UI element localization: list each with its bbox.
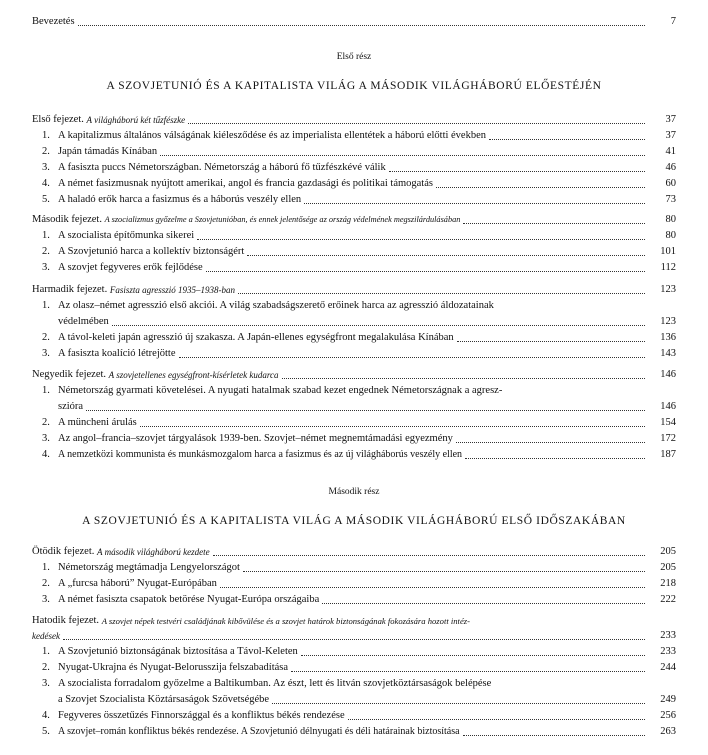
page-number: 233: [660, 630, 676, 641]
toc-entry: [42, 561, 676, 575]
entry-number: 3.: [42, 678, 50, 689]
chapter-title: Fasiszta agresszió 1935–1938-ban: [109, 285, 236, 295]
leader-dots: [282, 378, 645, 379]
leader-dots: [456, 442, 645, 443]
leader-dots: [140, 426, 645, 427]
leader-dots: [86, 410, 645, 411]
toc-entry: [42, 193, 676, 207]
entry-text: A szovjet fegyveres erők fejlődése: [58, 262, 203, 273]
toc-entry: [42, 416, 676, 430]
page-number: 218: [660, 578, 676, 589]
part-title: A SZOVJETUNIÓ ÉS A KAPITALISTA VILÁG A MÁSODIK VILÁGHÁBORÚ ELSŐ IDŐSZAKÁBAN: [82, 515, 626, 527]
page-number: 205: [660, 546, 676, 557]
entry-text: Németország megtámadja Lengyelországot: [58, 562, 240, 573]
entry-number: 2.: [42, 578, 50, 589]
leader-dots: [220, 587, 645, 588]
page-number: 46: [665, 162, 676, 173]
toc-entry: [42, 725, 676, 739]
page-number: 101: [660, 246, 676, 257]
leader-dots: [463, 223, 645, 224]
page-number: 37: [665, 114, 676, 125]
page-number: 112: [660, 262, 676, 273]
entry-text: A szovjet–román konfliktus békés rendezése. A Szovjetunió délnyugati és déli határainak biztosítása: [58, 726, 460, 737]
toc-entry: [42, 145, 676, 159]
page-number: 37: [665, 130, 676, 141]
chapter-title: kedések: [32, 631, 60, 641]
entry-text: A fasiszta puccs Németországban. Németország a háború fő tűzfészkévé válik: [58, 162, 386, 173]
page-number: 222: [660, 594, 676, 605]
entry-text: védelmében: [58, 316, 109, 327]
entry-number: 1.: [42, 646, 50, 657]
toc-entry: [42, 245, 676, 259]
entry-number: 4.: [42, 178, 50, 189]
page-number: 154: [660, 417, 676, 428]
toc-entry: [42, 448, 676, 462]
leader-dots: [78, 25, 645, 26]
entry-number: 2.: [42, 246, 50, 257]
toc-entry: [42, 331, 676, 345]
chapter-title: A világháború két tűzfészke: [86, 115, 186, 125]
entry-text: A kapitalizmus általános válságának kiélesződése és az imperialista ellentétek a háború előtti években: [58, 130, 487, 141]
toc-entry: [42, 593, 676, 607]
chapter-label: Második fejezet.: [32, 214, 102, 225]
page-number: 73: [665, 194, 676, 205]
chapter-label: Ötödik fejezet.: [32, 546, 95, 557]
entry-text: A szocialista forradalom győzelme a Baltikumban. Az észt, lett és litván szovjetköztársaságok belépése: [58, 678, 492, 689]
page-number: 146: [660, 369, 676, 380]
page-number: 123: [660, 316, 676, 327]
entry-number: 2.: [42, 417, 50, 428]
leader-dots: [247, 255, 645, 256]
leader-dots: [179, 357, 646, 358]
leader-dots: [348, 719, 645, 720]
toc-entry-continuation: [58, 400, 676, 414]
leader-dots: [206, 271, 645, 272]
toc-entry: [42, 261, 676, 275]
toc-entry: [42, 432, 676, 446]
toc-entry: [42, 384, 676, 398]
chapter-heading: [32, 368, 676, 382]
leader-dots: [238, 293, 645, 294]
entry-text: A Szovjetunió biztonságának biztosítása a Távol-Keleten: [58, 646, 298, 657]
leader-dots: [489, 139, 645, 140]
entry-number: 1.: [42, 562, 50, 573]
page-number: 205: [660, 562, 676, 573]
toc-entry: [42, 677, 676, 691]
entry-text: A nemzetközi kommunista és munkásmozgalom harca a fasizmus és az új világháborús veszély ellen: [58, 449, 463, 460]
entry-text: Fegyveres összetűzés Finnországgal és a konfliktus békés rendezése: [58, 710, 345, 721]
leader-dots: [457, 341, 645, 342]
leader-dots: [213, 555, 645, 556]
page-number: 187: [660, 449, 676, 460]
toc-entry: [42, 299, 676, 313]
toc-entry: [42, 229, 676, 243]
chapter-title: A szovjetellenes egységfront-kísérletek kudarca: [108, 370, 279, 380]
leader-dots: [63, 639, 645, 640]
chapter-label: Harmadik fejezet.: [32, 284, 108, 295]
toc-entry-continuation: [58, 693, 676, 707]
page-number: 136: [660, 332, 676, 343]
entry-number: 2.: [42, 332, 50, 343]
entry-number: 2.: [42, 662, 50, 673]
page-number: 244: [660, 662, 676, 673]
entry-number: 3.: [42, 262, 50, 273]
toc-entry: [42, 161, 676, 175]
leader-dots: [160, 155, 645, 156]
leader-dots: [301, 655, 645, 656]
leader-dots: [243, 571, 645, 572]
entry-number: 3.: [42, 348, 50, 359]
entry-number: 1.: [42, 300, 50, 311]
entry-text: A haladó erők harca a fasizmus és a háborús veszély ellen: [58, 194, 302, 205]
entry-text: A fasiszta koalíció létrejötte: [58, 348, 176, 359]
chapter-heading: [32, 113, 676, 127]
entry-number: 1.: [42, 130, 50, 141]
entry-number: 3.: [42, 433, 50, 444]
entry-text: Japán támadás Kínában: [58, 146, 158, 157]
chapter-heading: [32, 614, 676, 628]
leader-dots: [272, 703, 645, 704]
chapter-title: A szovjet népek testvéri családjának kibővülése és a szovjet határok biztonságának fokozására hozott intéz-: [101, 616, 470, 626]
page-number: 80: [665, 214, 676, 225]
chapter-label: Első fejezet.: [32, 114, 84, 125]
chapter-heading: [32, 213, 676, 227]
page-number: 143: [660, 348, 676, 359]
leader-dots: [188, 123, 645, 124]
part-label: Első rész: [336, 52, 372, 62]
page-number: 60: [665, 178, 676, 189]
toc-entry: [42, 129, 676, 143]
part-title: A SZOVJETUNIÓ ÉS A KAPITALISTA VILÁG A MÁSODIK VILÁGHÁBORÚ ELŐESTÉJÉN: [106, 80, 602, 92]
page-number: 123: [660, 284, 676, 295]
entry-text: Bevezetés: [32, 16, 75, 27]
page-number: 80: [665, 230, 676, 241]
leader-dots: [436, 187, 645, 188]
leader-dots: [112, 325, 645, 326]
entry-text: Németország gyarmati követelései. A nyugati hatalmak szabad kezet engednek Németországnak a agresz-: [58, 385, 503, 396]
leader-dots: [322, 603, 645, 604]
leader-dots: [465, 458, 645, 459]
entry-text: A szocialista építőmunka sikerei: [58, 230, 195, 241]
leader-dots: [304, 203, 645, 204]
page-number: 41: [665, 146, 676, 157]
page-number: 263: [660, 726, 676, 737]
chapter-label: Hatodik fejezet.: [32, 615, 100, 626]
entry-text: A német fasizmusnak nyújtott amerikai, angol és francia gazdasági és politikai támogatás: [58, 178, 433, 189]
entry-number: 3.: [42, 594, 50, 605]
chapter-heading: [32, 545, 676, 559]
part-label: Második rész: [328, 487, 380, 497]
leader-dots: [291, 671, 645, 672]
entry-number: 5.: [42, 194, 50, 205]
page-number: 233: [660, 646, 676, 657]
entry-number: 1.: [42, 230, 50, 241]
entry-text: A müncheni árulás: [58, 417, 137, 428]
entry-number: 3.: [42, 162, 50, 173]
chapter-title: A második világháború kezdete: [97, 547, 210, 557]
entry-number: 2.: [42, 146, 50, 157]
page-number: 172: [660, 433, 676, 444]
entry-number: 5.: [42, 726, 50, 737]
page-number: 146: [660, 401, 676, 412]
entry-text: Az olasz–német agresszió első akciói. A világ szabadságszerető erőinek harca az agresszió áldozatainak: [58, 300, 494, 311]
entry-text: Nyugat-Ukrajna és Nyugat-Belorusszija felszabadítása: [58, 662, 289, 673]
leader-dots: [463, 735, 645, 736]
entry-number: 4.: [42, 449, 50, 460]
chapter-heading: [32, 283, 676, 297]
toc-entry-intro: [32, 15, 676, 29]
chapter-heading-continuation: [32, 629, 676, 643]
toc-entry-continuation: [58, 315, 676, 329]
entry-number: 1.: [42, 385, 50, 396]
leader-dots: [389, 171, 645, 172]
toc-entry: [42, 577, 676, 591]
entry-text: A távol-keleti japán agresszió új szakasza. A Japán-ellenes egységfront megalakulása Kínában: [58, 332, 454, 343]
entry-number: 4.: [42, 710, 50, 721]
chapter-title: A szocializmus győzelme a Szovjetunióban, és ennek jelentősége az ország védelmének megszilárdulásában: [104, 215, 461, 224]
page-number: 256: [660, 710, 676, 721]
entry-text: A Szovjetunió harca a kollektív biztonságért: [58, 246, 245, 257]
entry-text: szióra: [58, 401, 84, 412]
entry-text: a Szovjet Szocialista Köztársaságok Szövetségébe: [58, 694, 270, 705]
toc-entry: [42, 661, 676, 675]
entry-text: Az angol–francia–szovjet tárgyalások 1939-ben. Szovjet–német megnemtámadási egyezmény: [58, 433, 453, 444]
chapter-label: Negyedik fejezet.: [32, 369, 107, 380]
leader-dots: [197, 239, 645, 240]
entry-text: A német fasiszta csapatok betörése Nyugat-Európa országaiba: [58, 594, 320, 605]
entry-text: A „furcsa háború” Nyugat-Európában: [58, 578, 217, 589]
toc-entry: [42, 177, 676, 191]
page-number: 249: [660, 694, 676, 705]
toc-entry: [42, 645, 676, 659]
toc-entry: [42, 347, 676, 361]
toc-entry: [42, 709, 676, 723]
page-number: 7: [670, 16, 676, 27]
